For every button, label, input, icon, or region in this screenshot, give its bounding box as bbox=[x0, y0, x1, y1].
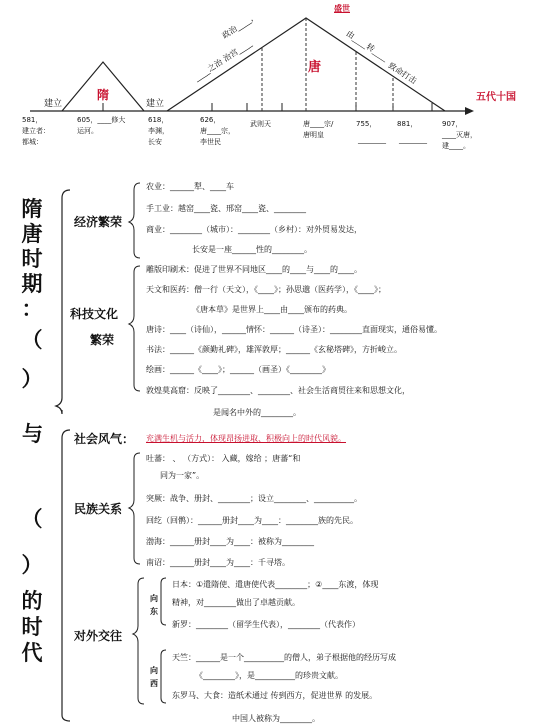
tianzhu-line-1: 天竺：______是一个__________的僧人，弟子根据他的经历写成 bbox=[172, 653, 396, 662]
title-char: 唐 bbox=[21, 221, 43, 246]
left-title-yu: 与 bbox=[22, 421, 43, 446]
ethnic-bracket bbox=[129, 453, 140, 564]
sci-label-2: 繁荣 bbox=[90, 333, 115, 347]
tubo-line-2: 同为一家”。 bbox=[160, 471, 205, 480]
year-618-capital: 长安 bbox=[148, 138, 162, 146]
year-755: 755， bbox=[356, 120, 377, 128]
year-626: 626， bbox=[200, 116, 221, 124]
dunhuang-line-2: 是闻名中外的________。 bbox=[213, 408, 301, 417]
title-char: 隋 bbox=[21, 196, 43, 221]
title-char: 的 bbox=[21, 588, 43, 613]
year-618-block bbox=[148, 115, 169, 148]
economy-bracket bbox=[129, 183, 140, 258]
main-bracket bbox=[56, 190, 70, 414]
foreign-label: 对外交往 bbox=[74, 629, 123, 643]
economy-label: 经济繁荣 bbox=[74, 215, 123, 229]
handicraft-line: 手工业：越窑____瓷、邢窑____瓷、________ bbox=[146, 204, 306, 213]
huihe-line: 回纥（回鹘）：______册封____为____：________族的先民。 bbox=[146, 516, 358, 525]
title-char: ： bbox=[21, 296, 43, 321]
year-605: 605，____修大 bbox=[77, 116, 126, 124]
foreign-bracket bbox=[133, 578, 144, 704]
year-626-block bbox=[200, 115, 235, 148]
east-label bbox=[150, 592, 158, 618]
year-907-block bbox=[442, 119, 477, 152]
title-char: 期 bbox=[21, 271, 43, 296]
title-char: 时 bbox=[21, 614, 43, 639]
wuzetian-label: 武则天 bbox=[250, 120, 271, 128]
left-title-bottom bbox=[20, 506, 44, 666]
tang-label: 唐 bbox=[308, 60, 322, 75]
year-618: 618， bbox=[148, 116, 169, 124]
silla-line: 新罗：________（留学生代表），________（代表作） bbox=[172, 620, 360, 629]
rome-line: 东罗马、大食：造纸术通过 传到西方，促进世界 的发展。 bbox=[172, 691, 378, 700]
astro-line-2: 《唐本草》是世界上____由____颁布的药典。 bbox=[192, 305, 352, 314]
upper-left-2: ____之治 治宫____ bbox=[192, 38, 254, 83]
year-581-capital: 都城： bbox=[22, 138, 43, 146]
bottom-bracket bbox=[62, 430, 70, 721]
jianli-left: 建立 bbox=[44, 99, 63, 109]
year-881: 881， bbox=[397, 120, 418, 128]
west-bracket bbox=[161, 650, 166, 703]
east-bracket bbox=[161, 578, 166, 625]
sui-label: 隋 bbox=[97, 88, 110, 102]
title-char: （ bbox=[21, 327, 43, 352]
east-char: 向 bbox=[150, 594, 158, 603]
title-char: （ bbox=[21, 506, 43, 531]
year-605-block bbox=[77, 115, 125, 137]
bohai-line: 渤海：______册封____为____：被称为________ bbox=[146, 537, 314, 546]
social-text: 充满生机与活力，体现昂扬进取、积极向上的时代风貌。 bbox=[146, 434, 346, 443]
commerce-line-2: 长安是一座______性的________。 bbox=[192, 245, 312, 254]
peak-label: 盛世 bbox=[334, 4, 350, 13]
paint-line: 绘画：______《____》；______（画圣）《________》 bbox=[146, 365, 330, 374]
blank-881: ________ bbox=[399, 136, 427, 144]
year-907: 907， bbox=[442, 120, 463, 128]
tang-xuanzong-block bbox=[303, 119, 333, 141]
calli-line: 书法：______《颜勤礼碑》，雄浑敦厚；______《玄秘塔碑》，方折峻立。 bbox=[146, 345, 402, 354]
title-char: ） bbox=[21, 552, 43, 577]
year-626-name: 李世民 bbox=[200, 138, 221, 146]
agri-line: 农业：______犁、____车 bbox=[146, 182, 234, 191]
year-626-emperor: 唐____宗， bbox=[200, 127, 235, 135]
print-line: 雕版印刷术：促进了世界不同地区____的____与____的____。 bbox=[146, 265, 362, 274]
west-label bbox=[150, 664, 158, 690]
sci-bracket bbox=[129, 266, 140, 391]
tianzhu-line-2: 《________》，是__________的珍贵文献。 bbox=[195, 671, 343, 680]
tujue-line: 突厥：战争、册封、________；设立________、__________。 bbox=[146, 494, 362, 503]
west-char: 向 bbox=[150, 666, 158, 675]
tang-zong: 唐____宗/ bbox=[303, 120, 334, 128]
ethnic-label: 民族关系 bbox=[74, 502, 123, 516]
astro-line-1: 天文和医药：僧一行（天文），《____》；孙思邈（医药学），《____》； bbox=[146, 285, 386, 294]
left-title-top bbox=[20, 196, 44, 391]
title-char: 时 bbox=[21, 246, 43, 271]
year-907-new: 建____。 bbox=[442, 142, 470, 150]
sci-label-1: 科技文化 bbox=[70, 307, 119, 321]
tang-minghuang: 唐明皇 bbox=[303, 131, 324, 139]
tangren-line: 中国人被称为________。 bbox=[232, 714, 320, 723]
blank-755: ________ bbox=[358, 136, 386, 144]
commerce-line-1: 商业：________（城市）：________（乡村）：对外贸易发达， bbox=[146, 225, 362, 234]
japan-line-2: 精神，对________做出了卓越贡献。 bbox=[172, 598, 300, 607]
timeline-arrow-icon bbox=[465, 107, 474, 115]
jianli-right: 建立 bbox=[146, 99, 165, 109]
dunhuang-line-1: 敦煌莫高窟：反映了________、________、社会生活商贸往来和思想文化， bbox=[146, 386, 410, 395]
year-581: 581， bbox=[22, 116, 43, 124]
title-char: ） bbox=[21, 366, 43, 391]
east-char: 东 bbox=[150, 607, 158, 616]
social-label: 社会风气： bbox=[74, 432, 135, 446]
upper-left-1: 政治____， bbox=[220, 11, 259, 41]
upper-right-2: 致命打击 bbox=[386, 60, 419, 86]
west-char: 西 bbox=[150, 679, 158, 688]
year-618-founder: 李渊， bbox=[148, 127, 169, 135]
year-605-canal: 运河。 bbox=[77, 127, 98, 135]
five-dynasties-label: 五代十国 bbox=[476, 92, 516, 103]
japan-line-1: 日本：①遣隋使、遣唐使代表________；②____东渡，体现 bbox=[172, 580, 379, 589]
tubo-line-1: 吐蕃： 、 （方式）： 入藏，嫁给 ；唐蕃“和 bbox=[146, 454, 301, 463]
year-581-founder: 建立者： bbox=[22, 127, 50, 135]
poem-line: 唐诗：____（诗仙），______情怀：______（诗圣）：________直面现实，通俗易懂。 bbox=[146, 325, 442, 334]
year-907-fall: ____灭唐， bbox=[442, 131, 477, 139]
year-581-block bbox=[22, 115, 50, 148]
upper-right-1: 由____转____ bbox=[344, 28, 390, 63]
title-char: 代 bbox=[21, 640, 43, 665]
nanzhao-line: 南诏：______册封____为____：千寻塔。 bbox=[146, 558, 290, 567]
